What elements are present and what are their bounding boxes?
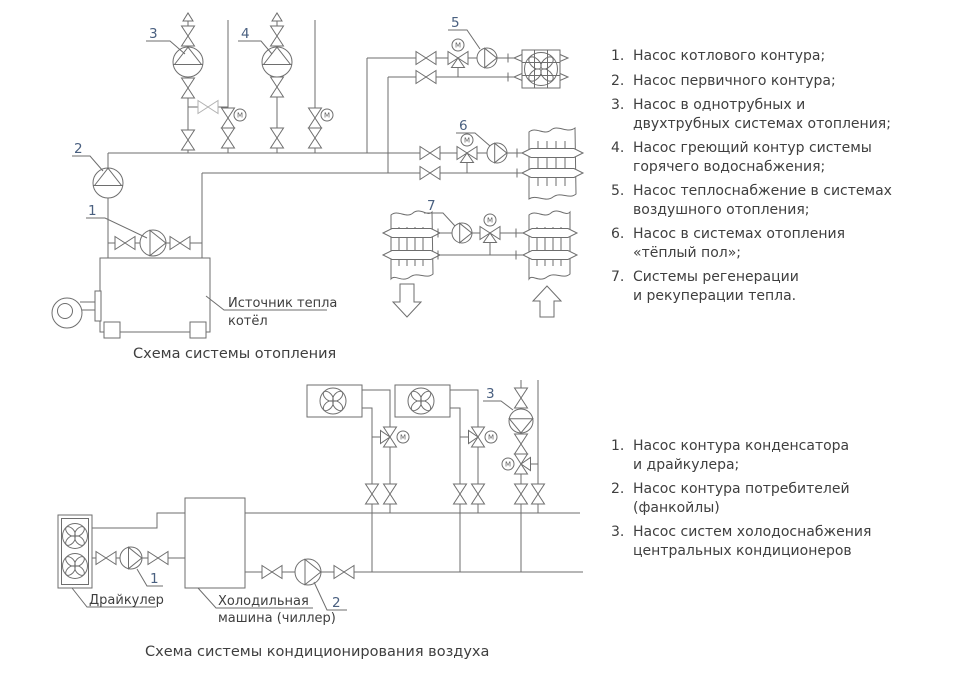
heating-legend: [611, 47, 921, 311]
legend-item-number: 1.: [611, 48, 625, 64]
legend-item-text: воздушного отопления;: [633, 201, 810, 218]
callout-leaders: [72, 401, 513, 610]
motor-valve-icon: [222, 108, 235, 128]
legend-item-number: 2.: [611, 481, 625, 497]
boiler-foot: [104, 322, 120, 338]
svg-text:M: M: [454, 41, 462, 50]
motor-valve-icon: [309, 108, 322, 128]
legend-item: [611, 225, 921, 262]
drycooler: [58, 515, 92, 588]
valve-icon: [384, 484, 397, 504]
pump-icon: [477, 48, 497, 68]
valve-icon: [334, 566, 354, 579]
valve-icon: [182, 130, 195, 150]
valve-icon: [515, 484, 528, 504]
callout-1: 1: [150, 571, 159, 587]
valve-icon: [420, 147, 440, 160]
valve-icon: [222, 128, 235, 148]
valve-icon: [115, 237, 135, 250]
callout-3: 3: [149, 26, 158, 42]
cooling-caption: Схема системы кондиционирования воздуха: [145, 644, 490, 660]
pump-icon: [295, 559, 321, 585]
boiler-body: [100, 258, 210, 332]
chiller-label-line2: машина (чиллер): [218, 611, 336, 626]
svg-text:M: M: [236, 111, 244, 120]
chiller-label-line1: Холодильная: [218, 594, 309, 609]
legend-item: [611, 47, 921, 66]
legend-item-number: 3.: [611, 97, 625, 113]
legend-item-text: Насос котлового контура;: [633, 48, 826, 64]
legend-item-number: 2.: [611, 72, 625, 89]
heating-caption: Схема системы отопления: [133, 346, 337, 362]
legend-item: [611, 480, 921, 517]
recuperator-coil-right-icon: [523, 211, 577, 279]
valve-icon: [472, 484, 485, 504]
legend-item-number: 1.: [611, 438, 625, 454]
legend-item-text: и драйкулера;: [633, 456, 740, 473]
legend-item-text: Насос в однотрубных и: [633, 97, 806, 113]
callout-3: 3: [486, 386, 495, 402]
boiler: [52, 258, 210, 338]
pump-icon: [93, 168, 123, 198]
legend-item-number: 3.: [611, 524, 625, 540]
svg-text:M: M: [486, 216, 494, 225]
recuperator-coil-left-icon: [383, 211, 440, 279]
svg-text:M: M: [399, 433, 407, 442]
fan-coil-unit: [307, 385, 362, 417]
legend-item-text: Насос первичного контура;: [633, 72, 836, 89]
legend-item-text: «тёплый пол»;: [633, 244, 741, 261]
legend-item-text: Насос в системах отопления: [633, 226, 846, 242]
valve-icon: [515, 434, 528, 454]
svg-text:M: M: [504, 460, 512, 469]
three-way-valve-icon: [515, 454, 531, 474]
airflow-down-arrow-icon: [393, 284, 421, 317]
legend-item-text: двухтрубных системах отопления;: [633, 115, 891, 132]
valve-icon: [271, 26, 284, 46]
legend-item: [611, 139, 921, 176]
valve-icon: [182, 26, 195, 46]
valve-icon: [515, 388, 528, 408]
legend-item-text: центральных кондиционеров: [633, 542, 852, 559]
valve-icon: [416, 71, 436, 84]
motor-indicator-icon: [461, 134, 473, 146]
pump-icon: [140, 230, 166, 256]
callout-2: 2: [74, 141, 83, 157]
legend-item: [611, 96, 921, 133]
cooling-legend: [611, 437, 921, 566]
three-way-valve-icon: [480, 227, 500, 243]
legend-item: [611, 72, 921, 91]
valve-icon: [262, 566, 282, 579]
floor-heating-coil-icon: [522, 128, 583, 199]
legend-item: [611, 437, 921, 474]
cooling-diagram: [58, 380, 583, 626]
flow-arrow-icon: [272, 13, 282, 21]
legend-item-text: и рекуперации тепла.: [633, 287, 797, 304]
motor-indicator-icon: [502, 458, 514, 470]
callout-7: 7: [427, 198, 436, 214]
heating-diagram: [52, 13, 583, 338]
valve-icon: [309, 128, 322, 148]
legend-item-text: Насос систем холодоснабжения: [633, 524, 872, 540]
drycooler-label: Драйкулер: [89, 593, 164, 608]
legend-item-text: Насос греющий контур системы: [633, 140, 872, 156]
three-way-valve-icon: [457, 147, 477, 163]
valve-icon: [366, 484, 379, 504]
air-heater-fan-icon: [514, 50, 568, 88]
boiler-foot: [190, 322, 206, 338]
valve-icon: [271, 77, 284, 97]
callout-6: 6: [459, 118, 468, 134]
pump-icon: [509, 409, 533, 433]
callout-4: 4: [241, 26, 250, 42]
valve-icon: [416, 52, 436, 65]
pump-icon: [120, 547, 142, 569]
valve-icon: [271, 128, 284, 148]
valve-icon: [420, 167, 440, 180]
legend-item: [611, 523, 921, 560]
boiler-label-line1: Источник тепла: [228, 296, 338, 311]
motor-indicator-icon: [484, 214, 496, 226]
legend-item-number: 6.: [611, 226, 625, 242]
motor-indicator-icon: [321, 109, 333, 121]
legend-item-text: Насос контура конденсатора: [633, 438, 850, 454]
valve-icon: [96, 552, 116, 565]
valve-icon: [170, 237, 190, 250]
flow-arrow-icon: [183, 13, 193, 21]
three-way-valve-icon: [381, 427, 397, 447]
legend-item-text: горячего водоснабжения;: [633, 158, 826, 175]
legend-item-text: (фанкойлы): [633, 499, 720, 516]
callout-1: 1: [88, 203, 97, 219]
legend-item-number: 5.: [611, 183, 625, 199]
valve-icon: [454, 484, 467, 504]
three-way-valve-icon: [448, 52, 468, 68]
legend-item-text: Насос теплоснабжение в системах: [633, 183, 892, 199]
fan-coil-unit: [395, 385, 450, 417]
valve-icon: [182, 78, 195, 98]
check-valve-icon: [198, 101, 218, 114]
three-way-valve-icon: [469, 427, 485, 447]
pump-icon: [173, 47, 203, 77]
svg-text:M: M: [487, 433, 495, 442]
motor-indicator-icon: [452, 39, 464, 51]
legend-item-number: 7.: [611, 269, 625, 285]
callout-2: 2: [332, 595, 341, 611]
legend-item: [611, 268, 921, 305]
chiller: [185, 498, 245, 588]
legend-item-text: Системы регенерации: [633, 269, 799, 285]
motor-indicator-icon: [397, 431, 409, 443]
pump-icon: [262, 47, 292, 77]
airflow-up-arrow-icon: [533, 286, 561, 317]
motor-indicator-icon: [485, 431, 497, 443]
callout-5: 5: [451, 15, 460, 31]
svg-text:M: M: [323, 111, 331, 120]
legend-item-text: Насос контура потребителей: [633, 481, 850, 497]
boiler-label-line2: котёл: [228, 314, 268, 329]
valve-icon: [532, 484, 545, 504]
legend-item: [611, 182, 921, 219]
motor-indicator-icon: [234, 109, 246, 121]
valve-icon: [148, 552, 168, 565]
svg-text:M: M: [463, 136, 471, 145]
legend-item-number: 4.: [611, 140, 625, 156]
